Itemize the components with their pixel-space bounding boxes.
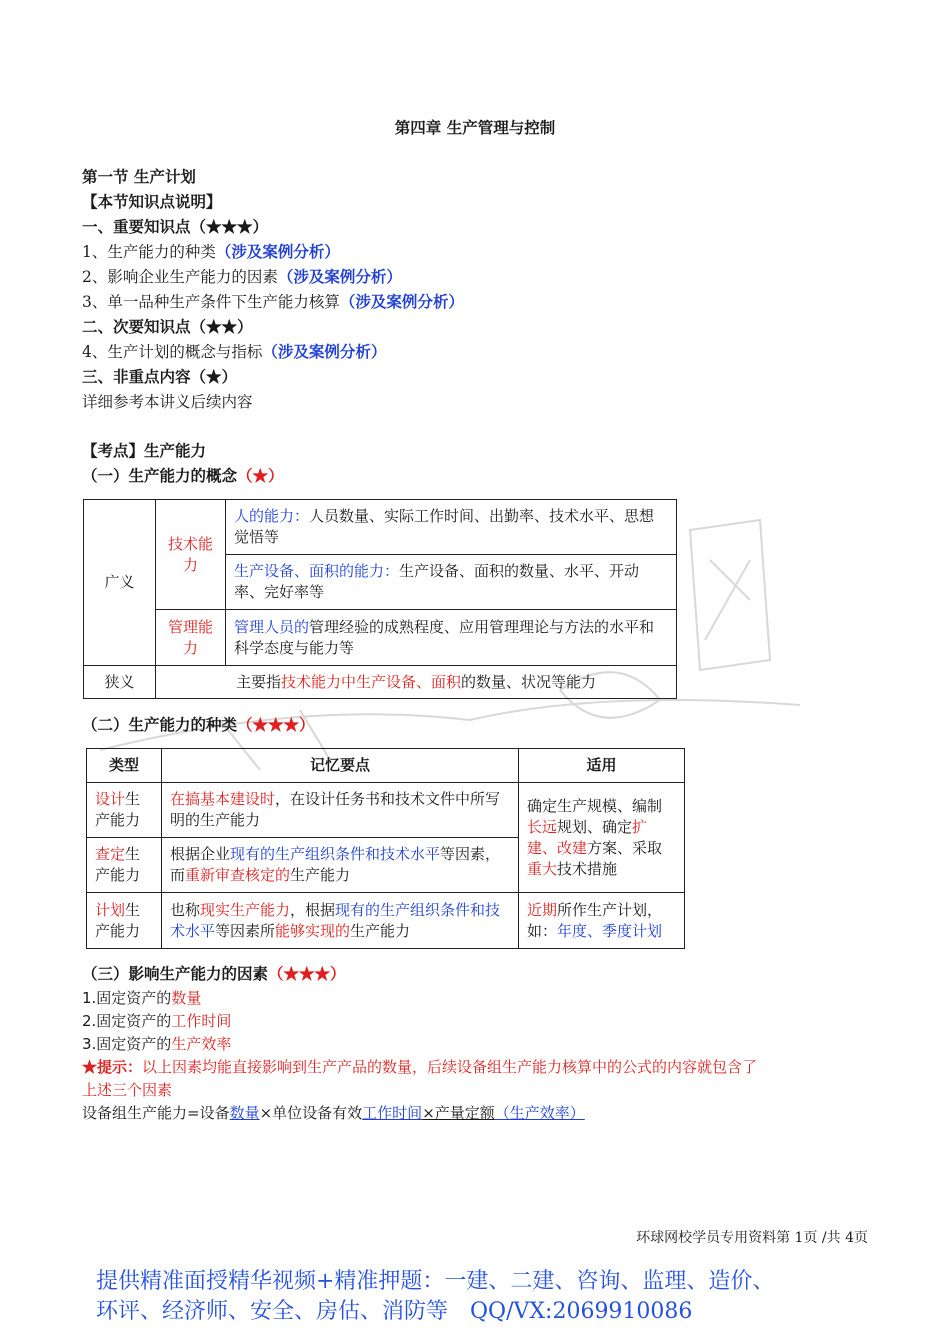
plan-apply-a: 近期 [527,900,558,919]
plan-memo-e: 等因素所 [215,921,276,940]
item-2 [82,266,402,288]
table-row [84,666,677,699]
apply-a2: 长远 [527,817,558,836]
intro-header: 【本节知识点说明】 [82,192,222,211]
minor-heading: 三、非重点内容（★） [82,367,238,386]
item-2-tag: （涉及案例分析） [277,267,402,286]
item-2-text: 2、影响企业生产能力的因素 [82,268,278,286]
design-type-b: 生产能力 [95,790,141,829]
broad-label: 广义 [84,500,156,666]
formula-b: 数量 [229,1104,260,1122]
header-memo: 记忆要点 [162,749,519,783]
section-title: 第一节 生产计划 [82,167,196,186]
item-1 [82,241,340,263]
check-type-b: 生产能力 [95,845,141,884]
minor-text: 详细参考本讲义后续内容 [82,393,253,411]
sub-heading-1 [82,465,284,487]
item-3-text: 3、单一品种生产条件下生产能力核算 [82,293,340,311]
tech-label: 技术能力 [156,500,226,610]
r2-head: 生产设备、面积的能力： [234,562,400,580]
check-memo-d: 重新审查核定的 [185,866,291,884]
check-memo-a: 根据企业 [170,845,231,863]
formula-a: 设备组生产能力=设备 [82,1104,230,1122]
check-type [87,838,162,893]
check-memo-c: 等因素，而 [170,845,501,884]
promo-line-2: 环评、经济师、安全、房估、消防等 QQ/VX:2069910086 [96,1299,693,1324]
formula-e: ×产量定额 [422,1104,495,1122]
apply-a3: 规划、确定 [557,817,633,836]
sub-heading-1-text: （一）生产能力的概念 [82,466,238,485]
apply-a7: 技术措施 [557,859,618,878]
factor-2-a: 2.固定资产的 [82,1012,172,1030]
apply-a6: 重大 [527,859,558,878]
tip-line-1 [82,1056,757,1078]
r3-head: 管理人员的 [234,617,310,636]
r3-body: 管理经验的成熟程度、应用管理理论与方法的水平和科学态度与能力等 [234,617,655,657]
plan-apply-c: 年度、季度计划 [557,921,663,940]
apply-a1: 确定生产规模、编制 [527,796,663,815]
design-type [87,783,162,838]
design-memo-b: ，在设计任务书和技术文件中所写明的生产能力 [170,790,501,829]
table-cell [226,610,677,666]
table-row [87,783,685,838]
r4-a: 主要指 [235,672,281,691]
sub-heading-2-stars: （★★★） [237,715,315,734]
plan-type [87,893,162,949]
design-check-apply [519,783,685,893]
sub-heading-2-text: （二）生产能力的种类 [82,715,238,734]
check-type-a: 查定 [95,845,126,863]
formula-c: ×单位设备有效 [259,1104,363,1122]
sub-heading-3 [82,963,346,985]
exam-point: 【考点】生产能力 [82,441,207,460]
factor-2 [82,1010,231,1032]
apply-a5: 方案、采取 [587,838,663,857]
tip-text-1: 以上因素均能直接影响到生产产品的数量，后续设备组生产能力核算中的公式的内容就包含了 [142,1058,758,1076]
header-type: 类型 [87,749,162,783]
item-4-text: 4、生产计划的概念与指标 [82,343,263,361]
plan-memo-c: ，根据 [290,900,336,919]
plan-apply-b: 所作生产计划，如： [527,900,663,940]
factor-1-b: 数量 [171,989,202,1007]
check-memo-b: 现有的生产组织条件和技术水平 [230,845,441,863]
table-row [87,893,685,949]
sub-heading-3-text: （三）影响生产能力的因素 [82,964,269,983]
plan-memo-a: 也称 [170,900,201,919]
sub-heading-3-stars: （★★★） [268,964,346,983]
apply-a4: 扩建、改建 [527,817,648,857]
capacity-concept-table [83,499,677,699]
r1-body: 人员数量、实际工作时间、出勤率、技术水平、思想觉悟等 [234,507,655,546]
narrow-label: 狭义 [84,666,156,699]
plan-memo-d: 现有的生产组织条件和技术水平 [170,900,501,940]
table-cell [226,555,677,610]
plan-type-b: 生产能力 [95,900,141,940]
capacity-types-table [86,748,685,949]
item-3-tag: （涉及案例分析） [339,292,464,311]
item-4 [82,341,386,363]
secondary-heading: 二、次要知识点（★★） [82,317,253,336]
plan-type-a: 计划 [95,900,126,919]
factor-3-b: 生产效率 [171,1035,232,1053]
design-memo-a: 在搞基本建设时 [170,790,276,808]
check-memo [162,838,519,893]
r4-b: 技术能力中生产设备、面积 [280,672,461,691]
promo-line-1: 提供精准面授精华视频+精准押题：一建、二建、咨询、监理、造价、 [96,1269,775,1294]
r4-c: 的数量、状况等能力 [461,672,597,691]
primary-heading: 一、重要知识点（★★★） [82,217,269,236]
table-row [84,610,677,666]
plan-apply [519,893,685,949]
item-1-text: 1、生产能力的种类 [82,243,216,261]
sub-heading-2 [82,714,315,736]
tip-label: ★提示： [82,1058,143,1076]
formula [82,1102,585,1124]
check-memo-e: 生产能力 [290,866,351,884]
factor-1-a: 1.固定资产的 [82,989,172,1007]
r1-head: 人的能力： [234,507,310,525]
chapter-title: 第四章 生产管理与控制 [394,118,556,137]
factor-3-a: 3.固定资产的 [82,1035,172,1053]
plan-memo-g: 生产能力 [350,921,411,940]
item-1-tag: （涉及案例分析） [215,242,340,261]
table-row [87,749,685,783]
r2-body: 生产设备、面积的数量、水平、开动率、完好率等 [234,562,640,601]
formula-d: 工作时间 [362,1104,423,1122]
sub-heading-1-stars: （★） [237,466,284,485]
item-3 [82,291,464,313]
design-memo [162,783,519,838]
item-4-tag: （涉及案例分析） [262,342,387,361]
design-type-a: 设计 [95,790,126,808]
mgmt-label: 管理能力 [156,610,226,666]
plan-memo [162,893,519,949]
table-row [84,500,677,555]
table-cell [226,500,677,555]
factor-3 [82,1033,231,1055]
plan-memo-b: 现实生产能力 [200,900,291,919]
plan-memo-f: 能够实现的 [275,921,351,940]
factor-1 [82,987,201,1009]
footer-page: 环球网校学员专用资料第 1页 /共 4页 [636,1230,868,1246]
formula-f: （生产效率） [494,1104,585,1122]
table-cell [156,666,677,699]
tip-line-2: 上述三个因素 [82,1081,173,1099]
header-apply: 适用 [519,749,685,783]
factor-2-b: 工作时间 [171,1012,232,1030]
